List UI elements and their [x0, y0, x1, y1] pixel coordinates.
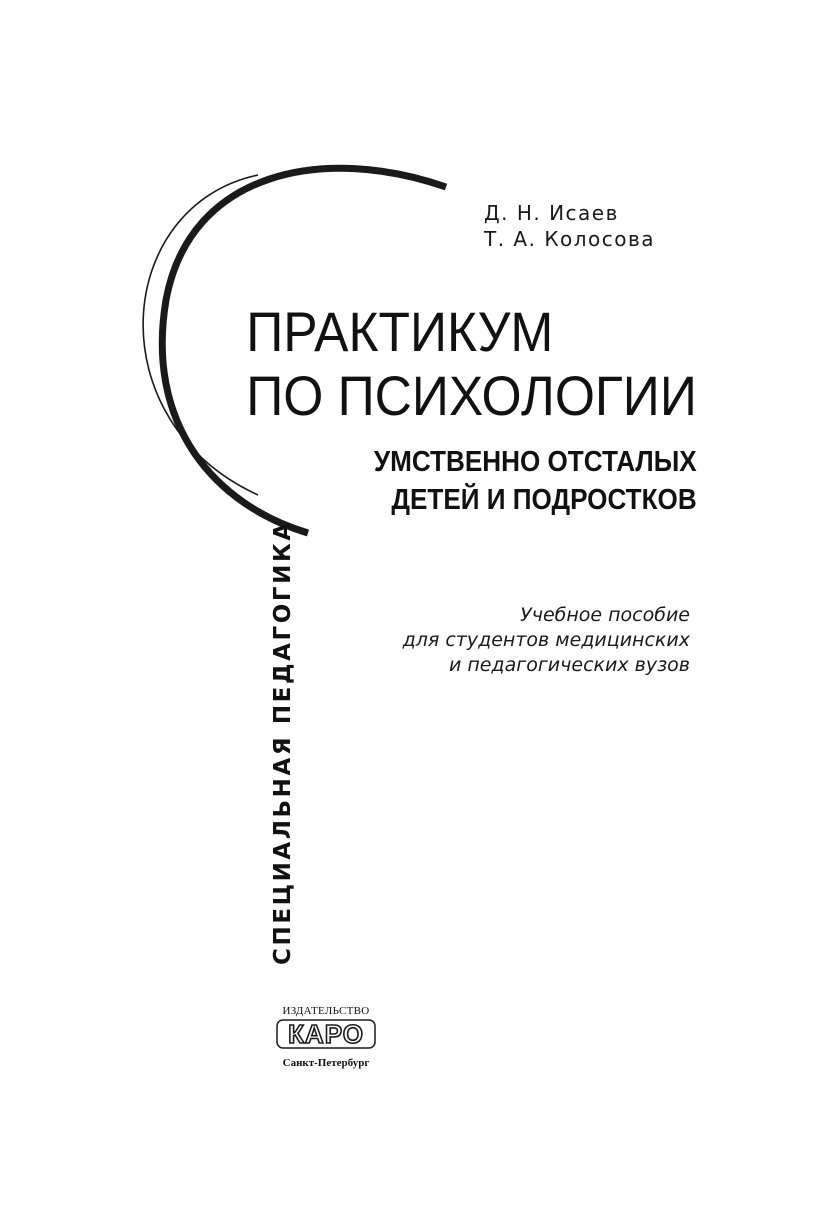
main-title	[246, 300, 697, 428]
publisher-block	[270, 1005, 382, 1070]
description-line-2: для студентов медицинских	[402, 629, 690, 651]
main-title-line-1: ПРАКТИКУМ	[246, 300, 554, 363]
publisher-label: ИЗДАТЕЛЬСТВО	[282, 1005, 370, 1017]
subtitle-line-1: УМСТВЕННО ОТСТАЛЫХ	[374, 446, 697, 478]
author-2: Т. А. Колосова	[484, 227, 656, 251]
authors-block	[484, 200, 655, 252]
series-name-vertical: СПЕЦИАЛЬНАЯ ПЕДАГОГИКА	[270, 520, 296, 965]
publisher-city: Санкт-Петербург	[282, 1057, 370, 1069]
author-1: Д. Н. Исаев	[484, 201, 619, 225]
subtitle-line-2: ДЕТЕЙ И ПОДРОСТКОВ	[391, 484, 697, 516]
description-line-3: и педагогических вузов	[448, 654, 690, 676]
description-line-1: Учебное пособие	[520, 604, 690, 626]
publisher-logo-name: КАРО	[288, 1019, 364, 1049]
subtitle	[374, 443, 697, 519]
main-title-line-2: ПО ПСИХОЛОГИИ	[246, 364, 697, 427]
publisher-logo-icon	[276, 1019, 376, 1049]
book-description	[403, 603, 690, 678]
